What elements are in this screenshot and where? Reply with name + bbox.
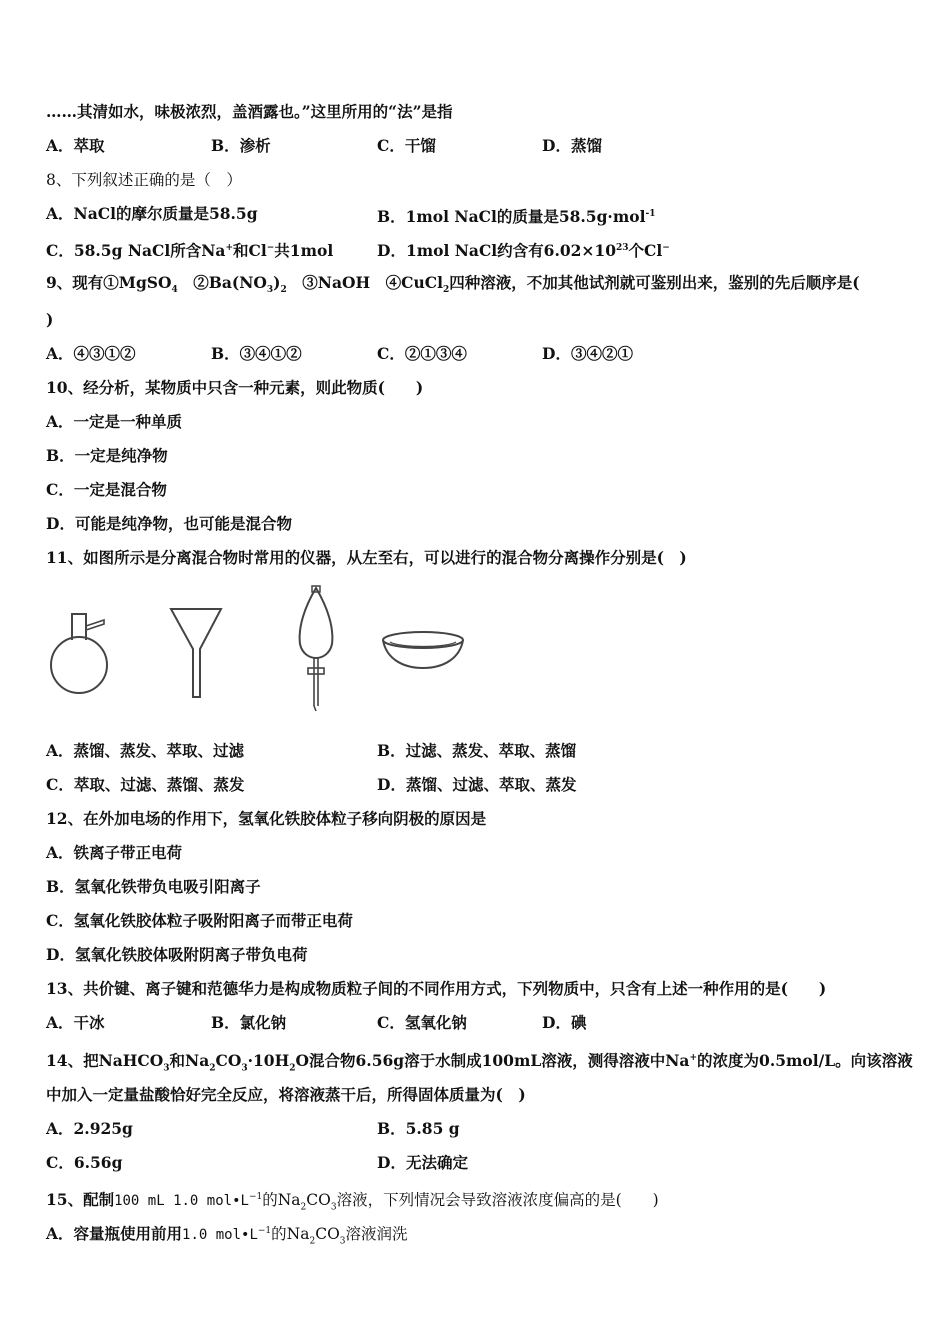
q7-option-c[interactable]: C．干馏: [377, 136, 436, 155]
q15-option-a[interactable]: A．容量瓶使用前用1.0 $mol•L^{-1}$的$Na_2CO_3$溶液润洗: [46, 1224, 408, 1247]
q9-option-b[interactable]: B．③④①②: [211, 344, 302, 363]
q11-option-b[interactable]: B．过滤、蒸发、萃取、蒸馏: [377, 741, 577, 760]
q13-option-b[interactable]: B．氯化钠: [211, 1013, 287, 1032]
q13-option-a[interactable]: A．干冰: [46, 1013, 105, 1032]
q14-option-c[interactable]: C．6.56g: [46, 1153, 123, 1172]
q9-stem: 9、现有①MgSO$_4$ $②Ba(NO_3)_2$ ③NaOH ④CuCl$_2$四种溶液，不加其他试剂就可鉴别出来，鉴别的先后顺序是(: [46, 273, 860, 296]
round-bottom-flask-icon: [44, 610, 114, 700]
q13-option-c[interactable]: C．氢氧化钠: [377, 1013, 467, 1032]
q8-option-b[interactable]: B．1mol NaCl的质量是58.5g·mol$^{-1}$: [377, 207, 656, 227]
q14-stem-line2: 中加入一定量盐酸恰好完全反应，将溶液蒸干后，所得固体质量为( ): [46, 1085, 526, 1104]
q12-option-b[interactable]: B．氢氧化铁带负电吸引阳离子: [46, 877, 261, 896]
funnel-icon: [168, 605, 224, 701]
q10-option-a[interactable]: A．一定是一种单质: [46, 412, 183, 431]
q10-option-b[interactable]: B．一定是纯净物: [46, 446, 168, 465]
q13-stem: 13、共价键、离子键和范德华力是构成物质粒子间的不同作用方式，下列物质中，只含有上述一种作用的是( ): [46, 979, 827, 998]
q7-option-d[interactable]: D．蒸馏: [542, 136, 602, 155]
q12-stem: 12、在外加电场的作用下，氢氧化铁胶体粒子移向阴极的原因是: [46, 809, 487, 828]
q14-option-d[interactable]: D．无法确定: [377, 1153, 468, 1172]
separatory-funnel-icon: [294, 584, 338, 714]
q11-option-a[interactable]: A．蒸馏、蒸发、萃取、过滤: [46, 741, 245, 760]
q7-option-a[interactable]: A．萃取: [46, 136, 105, 155]
q7-stem: ……其清如水，味极浓烈，盖酒露也。”这里所用的“法”是指: [46, 102, 453, 121]
q8-option-a[interactable]: A．NaCl的摩尔质量是58.5g: [46, 204, 258, 223]
q13-option-d[interactable]: D．碘: [542, 1013, 587, 1032]
q14-option-a[interactable]: A．2.925g: [46, 1119, 133, 1138]
q11-option-c[interactable]: C．萃取、过滤、蒸馏、蒸发: [46, 775, 245, 794]
q10-option-c[interactable]: C．一定是混合物: [46, 480, 167, 499]
q12-option-c[interactable]: C．氢氧化铁胶体粒子吸附阳离子而带正电荷: [46, 911, 353, 930]
q12-option-d[interactable]: D．氢氧化铁胶体吸附阴离子带负电荷: [46, 945, 308, 964]
q11-stem: 11、如图所示是分离混合物时常用的仪器，从左至右，可以进行的混合物分离操作分别是( ): [46, 548, 687, 567]
q9-option-d[interactable]: D．③④②①: [542, 344, 633, 363]
q14-option-b[interactable]: B．5.85 g: [377, 1119, 460, 1138]
q8-stem: 8、下列叙述正确的是（ ）: [46, 171, 242, 189]
q9-option-c[interactable]: C．②①③④: [377, 344, 467, 363]
q8-option-c[interactable]: C．58.5g NaCl所含Na+和Cl−共1mol: [46, 241, 334, 261]
q7-option-b[interactable]: B．渗析: [211, 136, 271, 155]
evaporating-dish-icon: [380, 628, 466, 674]
q11-option-d[interactable]: D．蒸馏、过滤、萃取、蒸发: [377, 775, 577, 794]
q15-stem: 15、配制100 mL 1.0 $mol•L^{-1}$的$Na_2CO_3$溶液，下列情况会导致溶液浓度偏高的是( ): [46, 1190, 659, 1213]
q10-option-d[interactable]: D．可能是纯净物，也可能是混合物: [46, 514, 292, 533]
q8-option-d[interactable]: D．1mol NaCl约含有$6.02\times 10^{23}$个Cl−: [377, 241, 670, 261]
q9-stem-close: ): [46, 310, 54, 329]
q10-stem: 10、经分析，某物质中只含一种元素，则此物质( ): [46, 378, 424, 397]
q9-option-a[interactable]: A．④③①②: [46, 344, 136, 363]
q14-stem: 14、把NaHCO$_3$和$Na_2CO_3\cdot 10H_2O$混合物6.56g溶于水制成100mL溶液，测得溶液中Na+的浓度为0.5mol/L。向该溶液: [46, 1051, 913, 1074]
q12-option-a[interactable]: A．铁离子带正电荷: [46, 843, 183, 862]
